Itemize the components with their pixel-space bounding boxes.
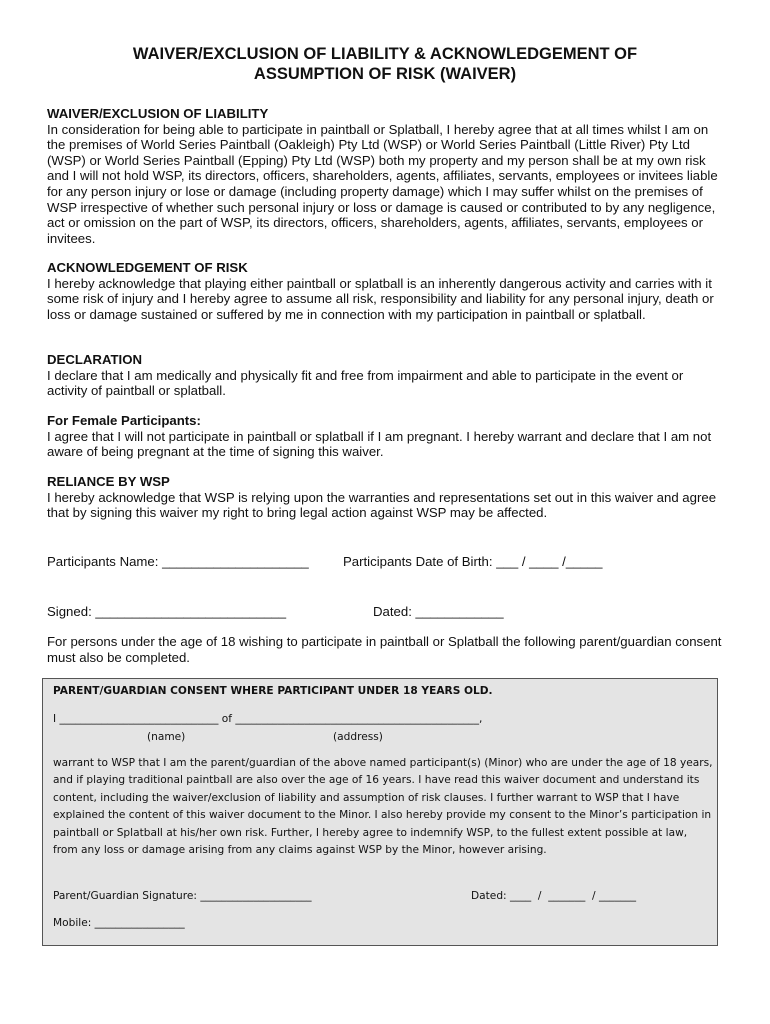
consent-address-caption: (address) bbox=[333, 731, 383, 743]
dated-field[interactable]: Dated: ____________ bbox=[373, 604, 504, 619]
consent-dated-field[interactable]: Dated: ____ / _______ / _______ bbox=[471, 890, 637, 902]
female-participants-section bbox=[47, 413, 727, 460]
consent-heading: PARENT/GUARDIAN CONSENT WHERE PARTICIPANT UNDER 18 YEARS OLD. bbox=[53, 685, 493, 697]
declaration-body: I declare that I am medically and physically fit and free from impairment and able to participate in the event or activity of paintball or splatball. bbox=[47, 367, 684, 399]
participant-dob-field[interactable]: Participants Date of Birth: ___ / ____ /_____ bbox=[343, 554, 603, 569]
guardian-signature-field[interactable]: Parent/Guardian Signature: _____________________ bbox=[53, 890, 312, 902]
under-18-note bbox=[47, 634, 727, 665]
acknowledgement-section bbox=[47, 260, 727, 322]
declaration-heading: DECLARATION bbox=[47, 352, 142, 367]
reliance-heading: RELIANCE BY WSP bbox=[47, 474, 170, 489]
waiver-body: In consideration for being able to participate in paintball or Splatball, I hereby agree that at all times whilst I am on the premises of World Series Paintball (Oakleigh) Pty Ltd (WSP) or World Series Paintball (Little River) Pty Ltd (WSP) or World Series Paintball (Epping) Pty Ltd (WSP) both my property and my person shall be at my own risk and I will not hold WSP, its directors, officers, shareholders, agents, affiliates, servants, employees or invitees liable for any person injury or lose or damage (including property damage) which I may suffer whilst on the premises of WSP irrespective of whether such personal injury or loss or damage is caused or contributed to by any negligence, act or omission on the part of WSP, its directors, officers, shareholders, agents, affiliates, servants, employees or invitees. bbox=[47, 121, 718, 246]
under-18-note-text: For persons under the age of 18 wishing to participate in paintball or Splatball the following parent/guardian consent must also be completed. bbox=[47, 634, 722, 665]
reliance-body: I hereby acknowledge that WSP is relying upon the warranties and representations set out in this waiver and agree that by signing this waiver my right to bring legal action against WSP may be affected. bbox=[47, 489, 717, 521]
consent-body: warrant to WSP that I am the parent/guardian of the above named participant(s) (Minor) who are under the age of 18 years, and if playing traditional paintball are also over the age of 16 years. I have read this waiver document and understand its content, including the waiver/exclusion of liability and assumption of risk clauses. I further warrant to WSP that I have explained the content of this waiver document to the Minor. I also hereby provide my consent to the Minor’s participation in paintball or Splatball at his/her own risk. Further, I hereby agree to indemnify WSP, to the fullest extent possible at law, from any loss or damage arising from any claims against WSP by the Minor, however arising. bbox=[53, 757, 713, 857]
participant-name-field[interactable]: Participants Name: ____________________ bbox=[47, 554, 309, 569]
waiver-heading: WAIVER/EXCLUSION OF LIABILITY bbox=[47, 106, 269, 121]
title-line-1: WAIVER/EXCLUSION OF LIABILITY & ACKNOWLEDGEMENT OF bbox=[132, 45, 638, 63]
reliance-section bbox=[47, 474, 727, 521]
document-title bbox=[60, 44, 710, 84]
declaration-section bbox=[47, 352, 727, 399]
acknowledgement-body: I hereby acknowledge that playing either paintball or splatball is an inherently dangerous activity and carries with it some risk of injury and I hereby agree to assume all risk, responsibility and liability for any personal injury, death or loss or damage sustained or suffered by me in connection with my participation in paintball or splatball. bbox=[47, 275, 714, 322]
acknowledgement-heading: ACKNOWLEDGEMENT OF RISK bbox=[47, 260, 248, 275]
consent-name-caption: (name) bbox=[147, 731, 186, 743]
parent-consent-box bbox=[42, 678, 718, 946]
title-line-2: ASSUMPTION OF RISK (WAIVER) bbox=[253, 65, 517, 83]
female-participants-body: I agree that I will not participate in paintball or splatball if I am pregnant. I hereby warrant and declare that I am not aware of being pregnant at the time of signing this waiver. bbox=[47, 428, 712, 460]
female-participants-heading: For Female Participants: bbox=[47, 413, 201, 428]
waiver-section bbox=[47, 106, 727, 246]
signed-field[interactable]: Signed: __________________________ bbox=[47, 604, 287, 619]
consent-name-address-field[interactable]: I ______________________________ of ______________________________________________, bbox=[53, 713, 483, 725]
mobile-field[interactable]: Mobile: _________________ bbox=[53, 917, 185, 929]
